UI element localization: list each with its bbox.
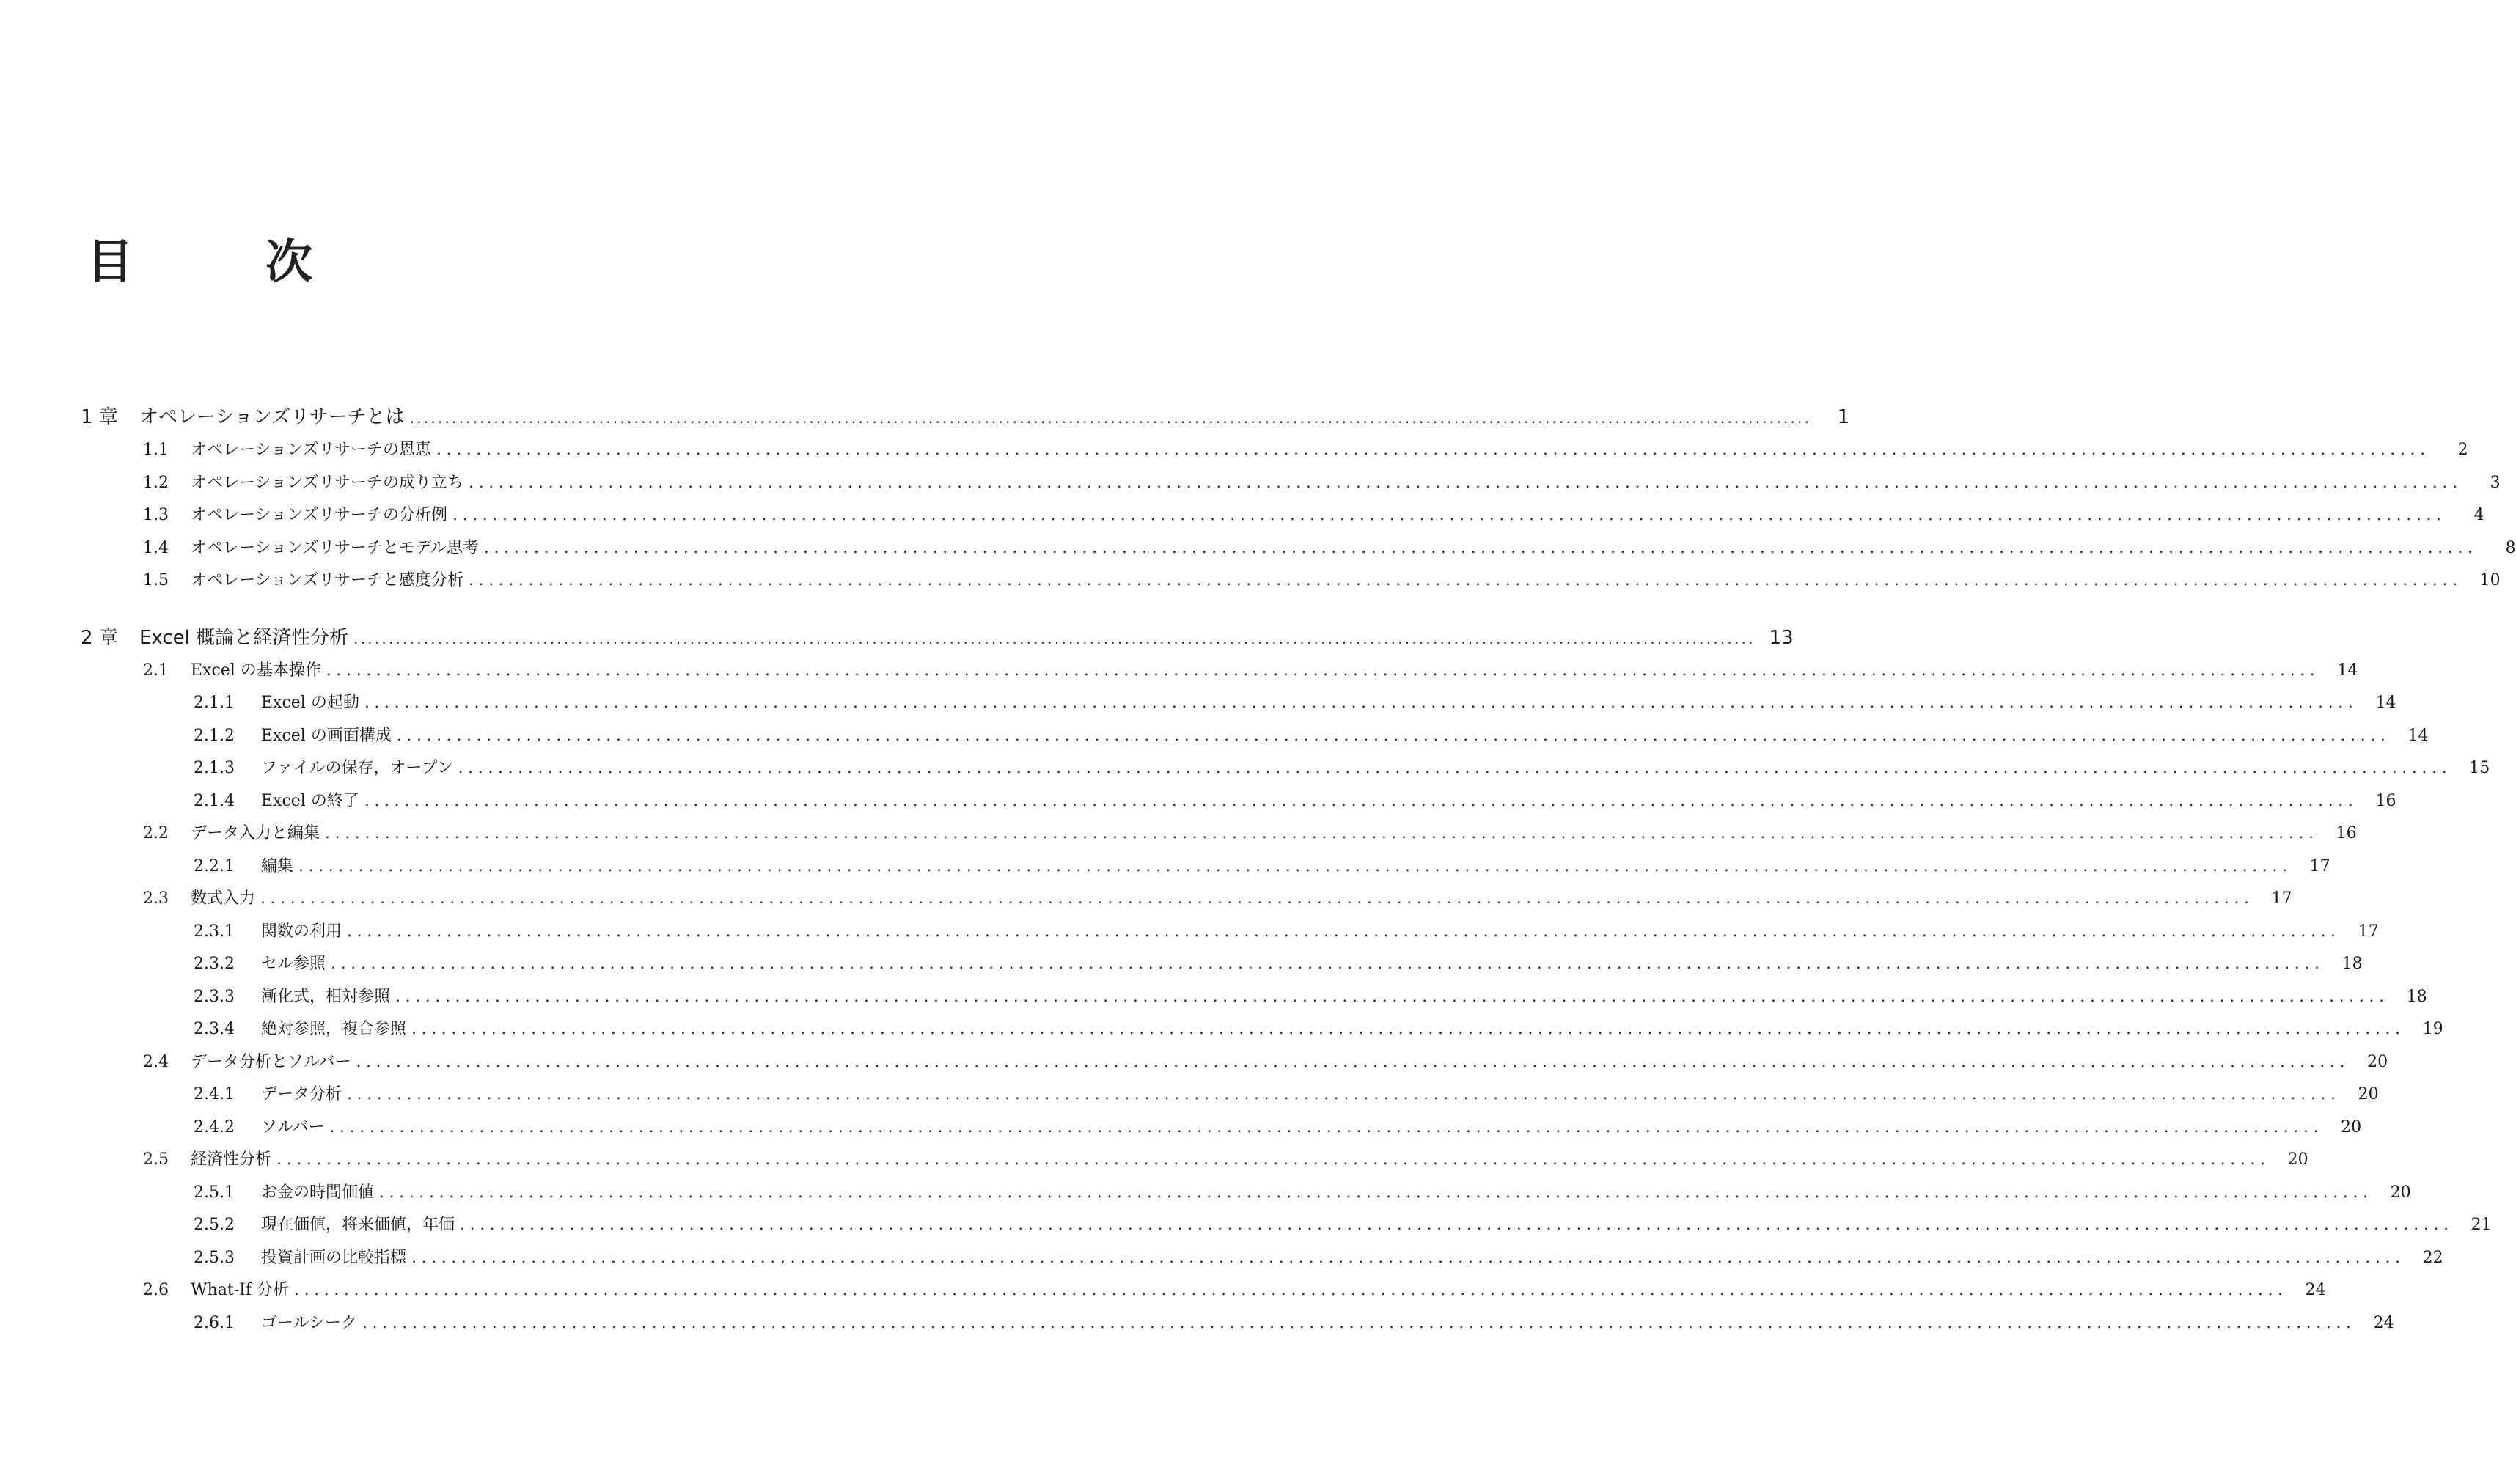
toc-entry-title: 絶対参照，複合参照	[261, 1020, 407, 1038]
toc-subsection-row	[81, 755, 2490, 788]
toc-subsection-row	[81, 1212, 2492, 1245]
toc-subsection-row	[81, 1180, 2411, 1213]
toc-entry-title: Excel の基本操作	[191, 661, 321, 680]
page-title: 目 次	[87, 235, 355, 290]
toc-dot-leader: ........................................................................................................................................................................................................	[298, 856, 2292, 875]
toc-subsection-row	[81, 690, 2396, 723]
toc-page-number: 14	[2407, 726, 2429, 745]
toc-section-row	[81, 567, 2501, 600]
toc-entry-number: 2.5.3	[194, 1248, 235, 1267]
toc-entry-title: Excel の起動	[261, 694, 359, 712]
toc-dot-leader: ........................................................................................................................................................................................................	[329, 1117, 2324, 1136]
toc-dot-leader: ........................................................................................................................................................................................................	[409, 409, 1812, 427]
toc-entry-number: 1.4	[143, 538, 169, 557]
toc-page-number: 20	[2287, 1150, 2308, 1169]
toc-dot-leader: ........................................................................................................................................................................................................	[347, 1085, 2341, 1103]
toc-dot-leader: ........................................................................................................................................................................................................	[436, 441, 2430, 459]
toc-page-number: 24	[2373, 1313, 2394, 1332]
toc-entry-number: 1.5	[143, 571, 169, 589]
toc-section-row	[81, 535, 2516, 568]
toc-dot-leader: ........................................................................................................................................................................................................	[469, 571, 2462, 589]
toc-page-number: 14	[2375, 694, 2396, 712]
toc-entry-title: ソルバー	[261, 1117, 325, 1136]
toc-page-number: 3	[2490, 473, 2501, 492]
toc-page-number: 17	[2271, 889, 2292, 908]
toc-subsection-row	[81, 1310, 2394, 1343]
toc-entry-number: 2.4.1	[194, 1085, 235, 1103]
toc-entry-number: 1.2	[143, 473, 169, 492]
toc-page-number: 13	[1769, 626, 1794, 649]
toc-entry-title: オペレーションズリサーチの成り立ち	[191, 473, 464, 492]
toc-entry-number: 2.4	[143, 1052, 169, 1071]
toc-page-number: 14	[2337, 661, 2358, 680]
toc-subsection-row	[81, 984, 2427, 1017]
toc-entry-number: 2.6.1	[194, 1313, 235, 1332]
toc-dot-leader: ........................................................................................................................................................................................................	[364, 791, 2358, 810]
toc-entry-number: 2.1.1	[194, 694, 235, 712]
toc-subsection-row	[81, 1081, 2379, 1114]
toc-chapter-row	[81, 402, 1850, 437]
toc-entry-number: 1.1	[143, 441, 169, 459]
toc-dot-leader: ........................................................................................................................................................................................................	[326, 661, 2320, 680]
toc-subsection-row	[81, 951, 2363, 984]
toc-section-row	[81, 437, 2468, 470]
toc-section-row	[81, 1147, 2308, 1180]
toc-dot-leader: ........................................................................................................................................................................................................	[460, 1216, 2454, 1234]
toc-section-row	[81, 1049, 2388, 1082]
toc-entry-title: 編集	[261, 856, 294, 875]
toc-page-number: 18	[2341, 955, 2363, 973]
toc-section-row	[81, 1277, 2326, 1310]
toc-entry-number: 2.5.1	[194, 1183, 235, 1202]
toc-entry-number: 2.1.3	[194, 759, 235, 777]
toc-dot-leader: ........................................................................................................................................................................................................	[364, 694, 2358, 712]
toc-chapter-block	[81, 402, 2516, 600]
toc-page-number: 24	[2305, 1281, 2326, 1299]
toc-entry-number: 2.1.4	[194, 791, 235, 810]
toc-entry-title: 投資計画の比較指標	[261, 1248, 407, 1267]
toc-entry-number: 2.4.2	[194, 1117, 235, 1136]
toc-entry-title: オペレーションズリサーチの分析例	[191, 506, 448, 524]
toc-entry-number: 2.3.2	[194, 955, 235, 973]
table-of-contents	[81, 402, 2516, 1342]
toc-entry-number: 2.5	[143, 1150, 169, 1169]
toc-page-number: 17	[2358, 922, 2379, 941]
toc-entry-number: 1.3	[143, 506, 169, 524]
toc-entry-number: 2.1.2	[194, 726, 235, 745]
toc-dot-leader: ........................................................................................................................................................................................................	[395, 987, 2389, 1006]
toc-entry-number: 2.3.4	[194, 1020, 235, 1038]
toc-entry-title: オペレーションズリサーチと感度分析	[191, 571, 464, 589]
toc-page-number: 2	[2457, 441, 2468, 459]
toc-page-number: 1	[1837, 406, 1850, 428]
toc-dot-leader: ........................................................................................................................................................................................................	[353, 629, 1756, 647]
toc-entry-number: 1 章	[81, 406, 118, 428]
toc-subsection-row	[81, 1114, 2362, 1147]
toc-dot-leader: ........................................................................................................................................................................................................	[411, 1020, 2405, 1038]
toc-entry-number: 2.1	[143, 661, 169, 680]
toc-page-number: 20	[2358, 1085, 2379, 1103]
toc-subsection-row	[81, 919, 2379, 952]
toc-entry-title: オペレーションズリサーチとモデル思考	[191, 538, 479, 557]
toc-subsection-row	[81, 1245, 2443, 1278]
toc-dot-leader: ........................................................................................................................................................................................................	[379, 1183, 2373, 1202]
toc-page-number: 8	[2505, 538, 2516, 557]
toc-dot-leader: ........................................................................................................................................................................................................	[325, 824, 2319, 842]
toc-page-number: 19	[2422, 1020, 2443, 1038]
toc-dot-leader: ........................................................................................................................................................................................................	[411, 1248, 2405, 1267]
toc-entry-title: データ分析	[261, 1085, 342, 1103]
toc-entry-title: 関数の利用	[261, 922, 342, 941]
toc-entry-title: オペレーションズリサーチとは	[139, 406, 405, 428]
toc-page-number: 21	[2471, 1216, 2492, 1234]
toc-entry-number: 2.3	[143, 889, 169, 908]
toc-page-number: 15	[2469, 759, 2490, 777]
toc-entry-number: 2.2	[143, 824, 169, 842]
toc-entry-title: 経済性分析	[191, 1150, 272, 1169]
toc-section-row	[81, 886, 2292, 919]
toc-dot-leader: ........................................................................................................................................................................................................	[260, 889, 2254, 908]
toc-section-row	[81, 658, 2358, 691]
toc-dot-leader: ........................................................................................................................................................................................................	[396, 726, 2391, 745]
toc-page-number: 20	[2367, 1052, 2388, 1071]
toc-subsection-row	[81, 853, 2330, 886]
toc-page-number: 10	[2479, 571, 2501, 589]
toc-subsection-row	[81, 788, 2396, 821]
toc-entry-title: ファイルの保存，オープン	[261, 759, 453, 777]
toc-entry-number: 2.3.1	[194, 922, 235, 941]
toc-dot-leader: ........................................................................................................................................................................................................	[452, 506, 2446, 524]
toc-entry-title: オペレーションズリサーチの恩恵	[191, 441, 432, 459]
toc-entry-number: 2.2.1	[194, 856, 235, 875]
toc-dot-leader: ........................................................................................................................................................................................................	[469, 473, 2462, 492]
toc-page-number: 20	[2341, 1117, 2362, 1136]
toc-entry-title: Excel の画面構成	[261, 726, 392, 745]
toc-dot-leader: ........................................................................................................................................................................................................	[356, 1052, 2350, 1071]
toc-entry-title: データ分析とソルバー	[191, 1052, 351, 1071]
toc-entry-title: セル参照	[261, 955, 326, 973]
toc-entry-title: 漸化式，相対参照	[261, 987, 391, 1006]
toc-entry-title: 現在価値，将来価値，年価	[261, 1216, 455, 1234]
toc-page-number: 20	[2390, 1183, 2411, 1202]
toc-entry-title: 数式入力	[191, 889, 256, 908]
toc-chapter-row	[81, 622, 1794, 658]
toc-entry-number: 2 章	[81, 626, 118, 649]
toc-dot-leader: ........................................................................................................................................................................................................	[362, 1313, 2356, 1332]
toc-dot-leader: ........................................................................................................................................................................................................	[331, 955, 2325, 973]
toc-entry-title: Excel の終了	[261, 791, 359, 810]
toc-page-number: 4	[2473, 506, 2484, 524]
toc-entry-number: 2.3.3	[194, 987, 235, 1006]
toc-dot-leader: ........................................................................................................................................................................................................	[276, 1150, 2270, 1169]
toc-page-number: 17	[2309, 856, 2330, 875]
toc-entry-title: ゴールシーク	[261, 1313, 358, 1332]
toc-dot-leader: ........................................................................................................................................................................................................	[458, 759, 2452, 777]
toc-entry-title: お金の時間価値	[261, 1183, 375, 1202]
toc-entry-number: 2.6	[143, 1281, 169, 1299]
toc-page-number: 16	[2336, 824, 2357, 842]
toc-dot-leader: ........................................................................................................................................................................................................	[347, 922, 2341, 941]
toc-entry-title: What-If 分析	[191, 1281, 289, 1299]
toc-section-row	[81, 502, 2484, 535]
toc-entry-title: Excel 概論と経済性分析	[139, 626, 349, 649]
toc-dot-leader: ........................................................................................................................................................................................................	[294, 1281, 2288, 1299]
toc-chapter-block	[81, 622, 2492, 1343]
toc-section-row	[81, 470, 2501, 503]
toc-page-number: 18	[2406, 987, 2427, 1006]
toc-subsection-row	[81, 1016, 2443, 1049]
toc-entry-title: データ入力と編集	[191, 824, 320, 842]
toc-entry-number: 2.5.2	[194, 1216, 235, 1234]
toc-section-row	[81, 820, 2357, 853]
toc-subsection-row	[81, 723, 2429, 756]
toc-page-number: 22	[2422, 1248, 2443, 1267]
toc-page-number: 16	[2375, 791, 2396, 810]
toc-dot-leader: ........................................................................................................................................................................................................	[483, 538, 2478, 557]
